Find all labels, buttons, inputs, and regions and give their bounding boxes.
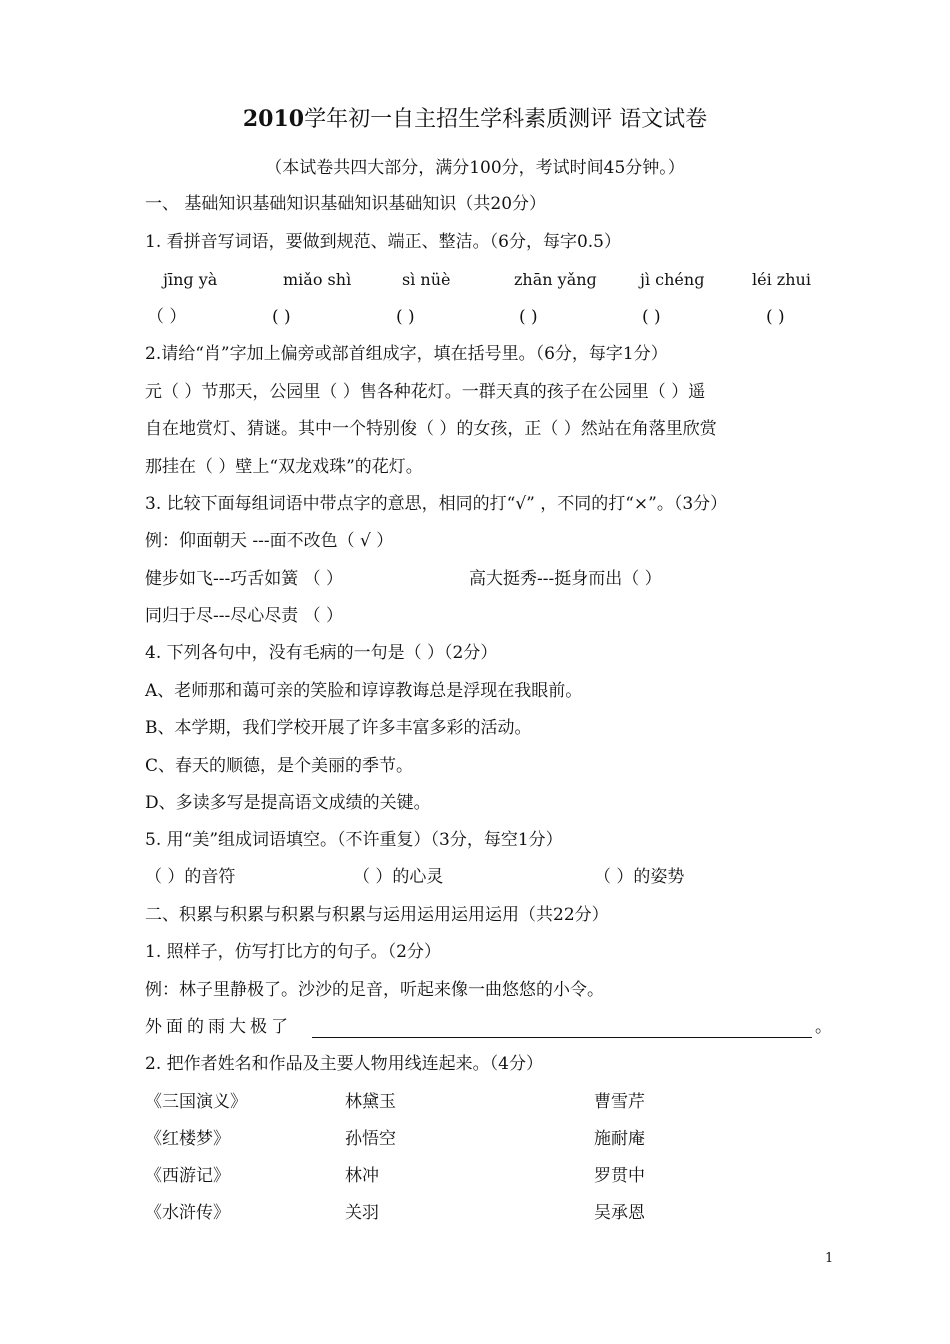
author-name: 曹雪芹 bbox=[594, 1092, 645, 1112]
question-2-1: 1. 照样子，仿写打比方的句子。（2分） bbox=[145, 942, 441, 962]
question-1-5: 5. 用“美”组成词语填空。（不许重复）（3分，每空1分） bbox=[145, 830, 563, 850]
question-1-5-blank: （ ）的姿势 bbox=[594, 867, 685, 887]
question-1-3: 3. 比较下面每组词语中带点字的意思，相同的打“√” ，不同的打“×”。（3分） bbox=[145, 494, 728, 514]
book-title: 《红楼梦》 bbox=[145, 1129, 230, 1149]
question-1-3-item: 高大挺秀---挺身而出（ ） bbox=[469, 569, 662, 589]
exam-instructions: （本试卷共四大部分，满分100分，考试时间45分钟。） bbox=[265, 158, 685, 178]
question-2-1-period: 。 bbox=[815, 1017, 832, 1037]
character-name: 关羽 bbox=[345, 1203, 379, 1223]
question-1-3-item: 健步如飞---巧舌如簧 （ ） bbox=[145, 569, 344, 589]
question-2-2: 2. 把作者姓名和作品及主要人物用线连起来。（4分） bbox=[145, 1054, 543, 1074]
answer-blank: ( ) bbox=[642, 307, 661, 327]
pinyin-item: jì chénɡ bbox=[640, 270, 705, 289]
pinyin-item: miǎo shì bbox=[283, 270, 352, 289]
pinyin-row bbox=[0, 268, 950, 292]
answer-blank: ( ) bbox=[396, 307, 415, 327]
character-name: 孙悟空 bbox=[345, 1129, 396, 1149]
book-title: 《三国演义》 bbox=[145, 1092, 247, 1112]
book-title: 《水浒传》 bbox=[145, 1203, 230, 1223]
section-1-heading: 一、 基础知识基础知识基础知识基础知识（共20分） bbox=[145, 194, 547, 214]
question-1-5-blank: （ ）的音符 bbox=[145, 867, 236, 887]
pinyin-item: zhān yǎnɡ bbox=[514, 270, 597, 289]
section-2-heading: 二、积累与积累与积累与积累与运用运用运用运用（共22分） bbox=[145, 905, 609, 925]
pinyin-item: jīnɡ yà bbox=[163, 270, 218, 289]
answer-line bbox=[312, 1037, 812, 1038]
question-2-1-example: 例：林子里静极了。沙沙的足音，听起来像一曲悠悠的小令。 bbox=[145, 980, 604, 1000]
author-name: 罗贯中 bbox=[594, 1166, 645, 1186]
option-b: B、本学期，我们学校开展了许多丰富多彩的活动。 bbox=[145, 718, 532, 738]
answer-blank: ( ) bbox=[272, 307, 291, 327]
question-1-2-text: 那挂在（ ）壁上“双龙戏珠”的花灯。 bbox=[145, 457, 423, 477]
title-text: 学年初一自主招生学科素质测评 语文试卷 bbox=[304, 107, 708, 132]
option-d: D、多读多写是提高语文成绩的关键。 bbox=[145, 793, 431, 813]
question-1-2-text: 自在地赏灯、猜谜。其中一个特别俊（ ）的女孩，正（ ）然站在角落里欣赏 bbox=[145, 419, 717, 439]
pinyin-item: léi zhui bbox=[752, 270, 811, 289]
answer-blank-row bbox=[0, 305, 950, 329]
question-1-3-item: 同归于尽---尽心尽责 （ ） bbox=[145, 606, 344, 626]
question-2-1-prompt: 外面的雨大极了 bbox=[145, 1017, 292, 1037]
matching-row bbox=[0, 1164, 950, 1188]
pinyin-item: sì nüè bbox=[402, 270, 451, 289]
book-title: 《西游记》 bbox=[145, 1166, 230, 1186]
option-c: C、春天的顺德，是个美丽的季节。 bbox=[145, 756, 414, 776]
character-name: 林冲 bbox=[345, 1166, 379, 1186]
page-title bbox=[0, 104, 950, 135]
character-name: 林黛玉 bbox=[345, 1092, 396, 1112]
option-a: A、老师那和蔼可亲的笑脸和谆谆教诲总是浮现在我眼前。 bbox=[145, 681, 583, 701]
question-1-4: 4. 下列各句中，没有毛病的一句是（ ）（2分） bbox=[145, 643, 498, 663]
answer-blank: ( ) bbox=[519, 307, 538, 327]
question-1-3-example: 例：仰面朝天 ---面不改色（ √ ） bbox=[145, 531, 394, 551]
author-name: 施耐庵 bbox=[594, 1129, 645, 1149]
answer-blank: （ ） bbox=[147, 307, 187, 327]
question-1-2: 2.请给“肖”字加上偏旁或部首组成字，填在括号里。（6分，每字1分） bbox=[145, 344, 668, 364]
title-year: 2010 bbox=[242, 106, 305, 132]
question-1-2-text: 元（ ）节那天，公园里（ ）售各种花灯。一群天真的孩子在公园里（ ）遥 bbox=[145, 382, 706, 402]
matching-row bbox=[0, 1201, 950, 1225]
page-number: 1 bbox=[825, 1251, 834, 1266]
author-name: 吴承恩 bbox=[594, 1203, 645, 1223]
matching-row bbox=[0, 1090, 950, 1114]
matching-row bbox=[0, 1127, 950, 1151]
question-1-5-blank: （ ）的心灵 bbox=[353, 867, 444, 887]
answer-blank: ( ) bbox=[766, 307, 785, 327]
question-1-1: 1. 看拼音写词语，要做到规范、端正、整洁。（6分，每字0.5） bbox=[145, 232, 621, 252]
